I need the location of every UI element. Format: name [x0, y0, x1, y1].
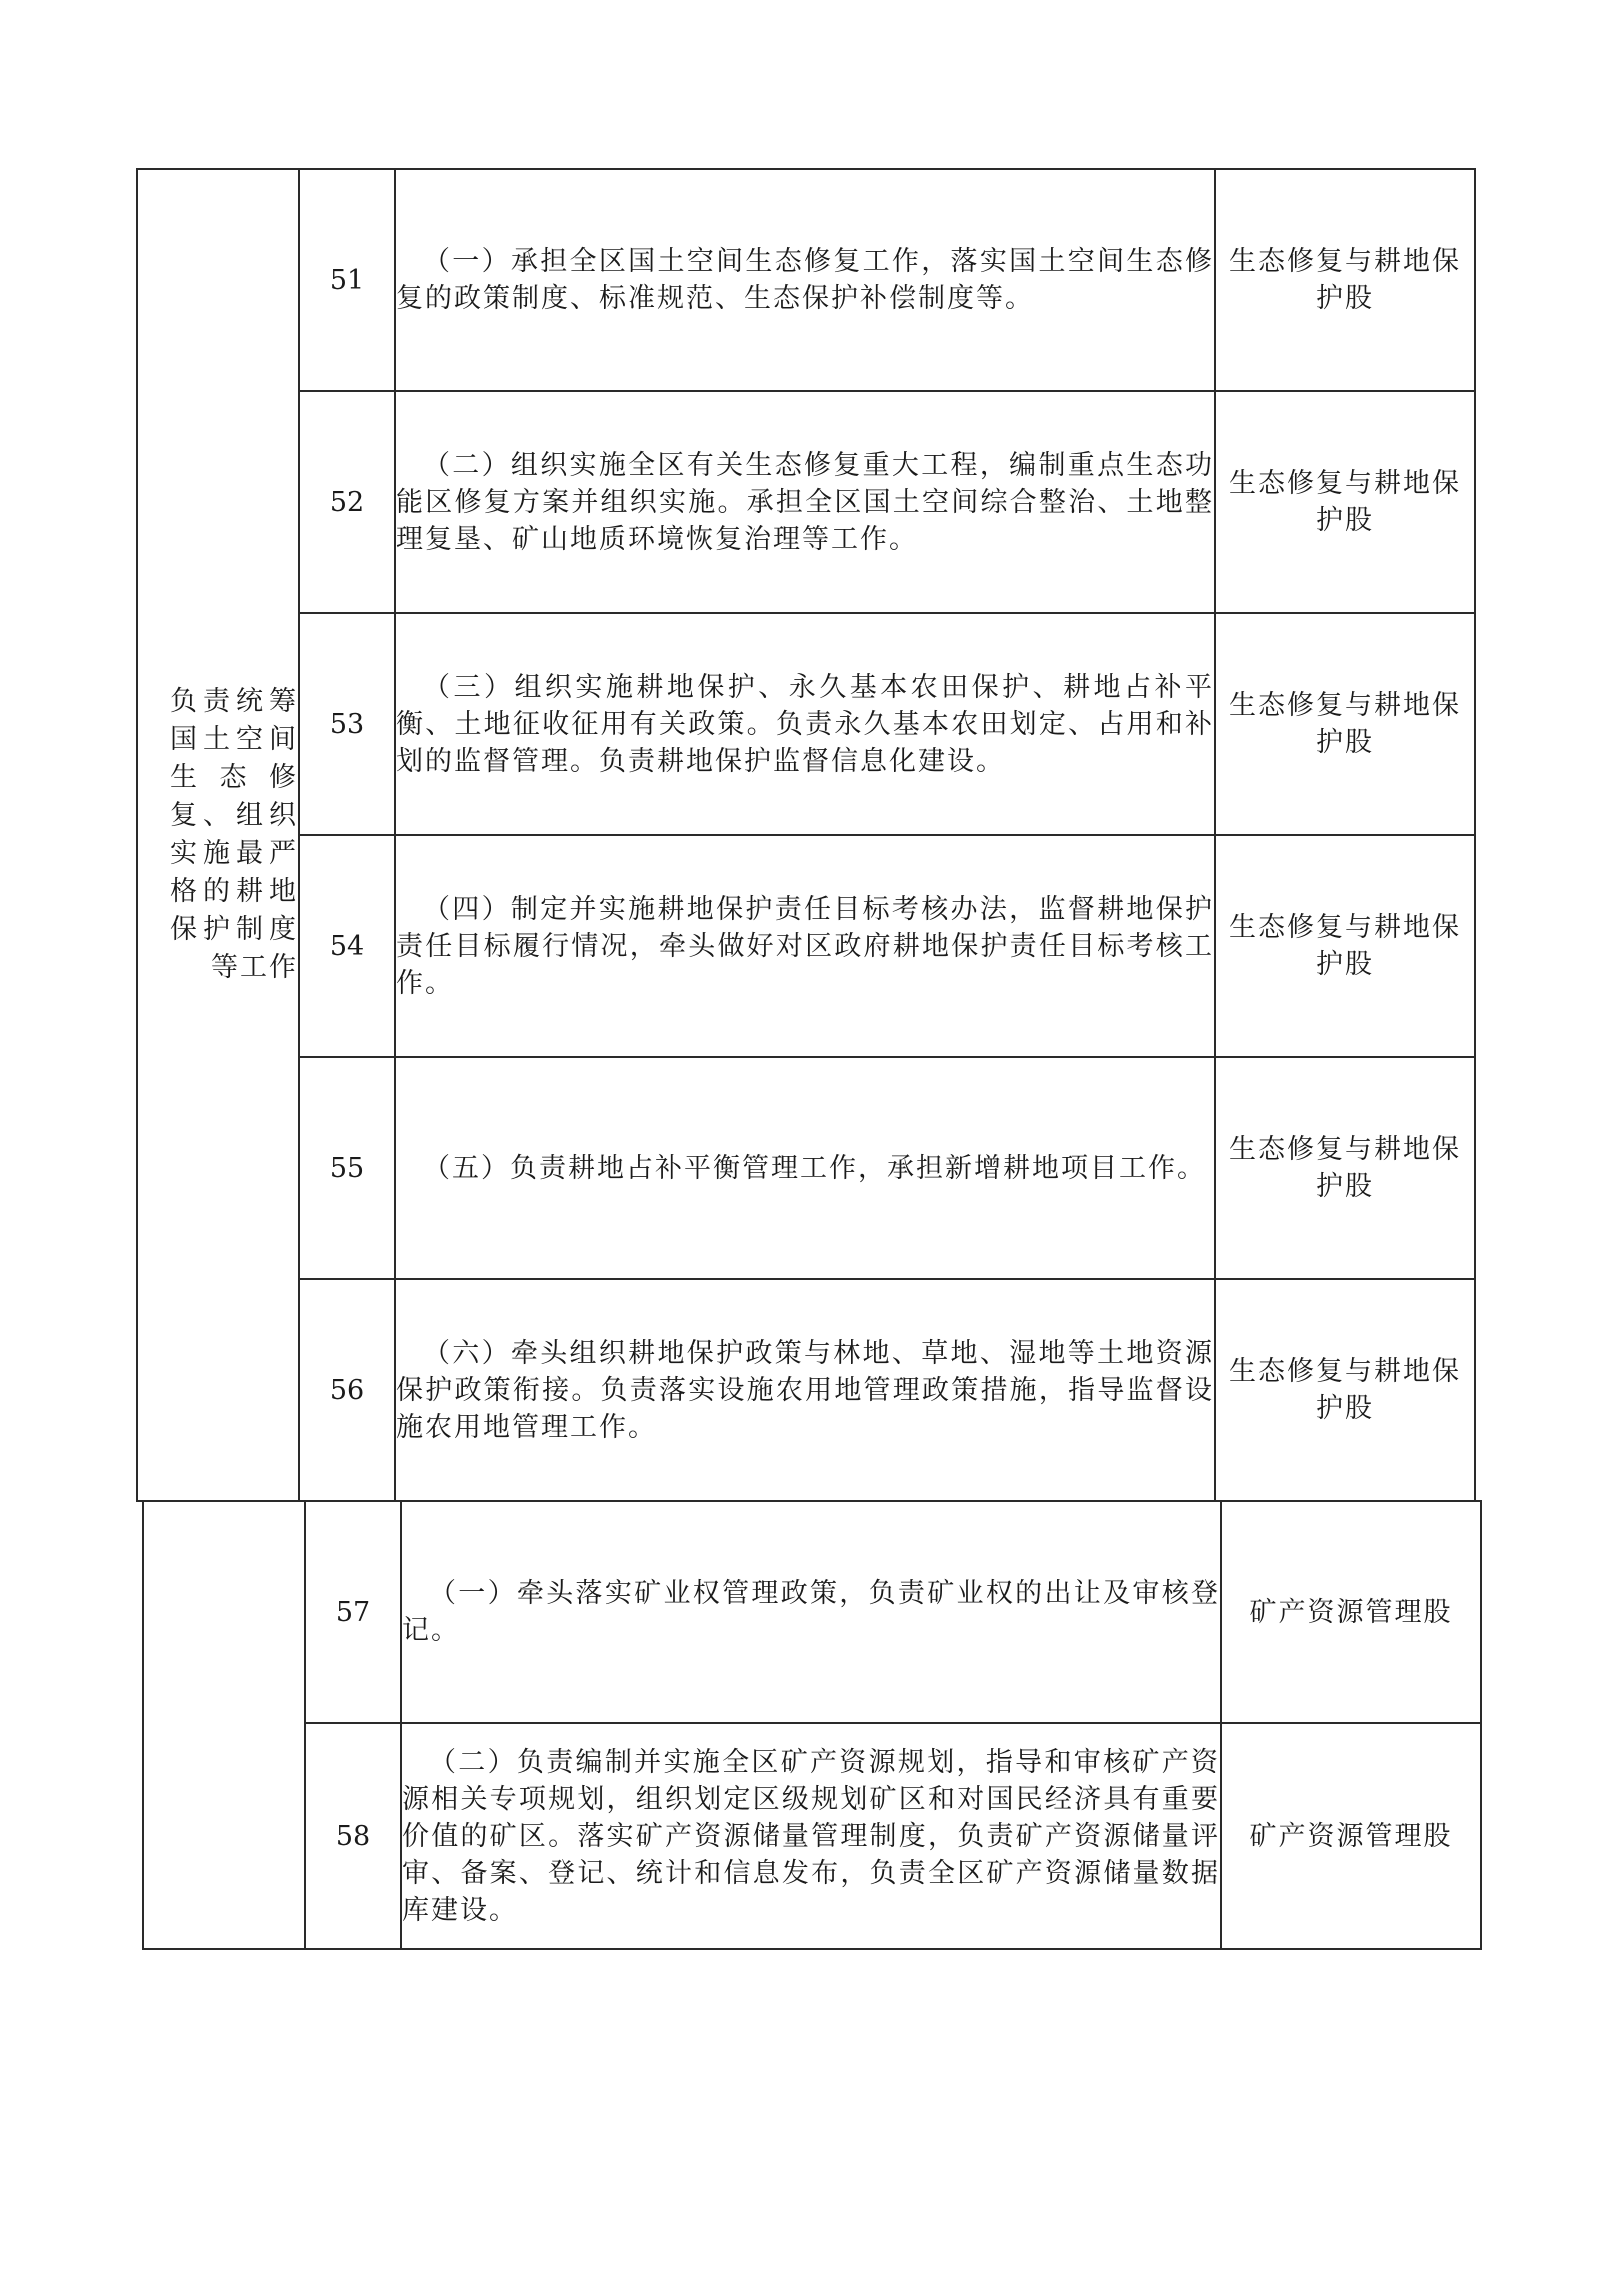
item-number: 54: [299, 835, 395, 1057]
table-row: [137, 613, 1475, 835]
item-number: 53: [299, 613, 395, 835]
item-number: 57: [305, 1501, 401, 1723]
duty-table-ecological-restoration: [136, 168, 1476, 1502]
table-row: [137, 1057, 1475, 1279]
table-row: [143, 1723, 1481, 1949]
item-description: [395, 1279, 1215, 1501]
item-number: 55: [299, 1057, 395, 1279]
item-number: 56: [299, 1279, 395, 1501]
item-description: [401, 1723, 1221, 1949]
table-row: [143, 1501, 1481, 1723]
table-row: [137, 1279, 1475, 1501]
item-description: [401, 1501, 1221, 1723]
responsible-department: 矿产资源管理股: [1221, 1501, 1481, 1723]
item-description: [395, 835, 1215, 1057]
description-text: （三）组织实施耕地保护、永久基本农田保护、耕地占补平衡、土地征收征用有关政策。负责永久基本农田划定、占用和补划的监督管理。负责耕地保护监督信息化建设。: [396, 671, 1214, 777]
table-row: [137, 169, 1475, 391]
description-text: （四）制定并实施耕地保护责任目标考核办法，监督耕地保护责任目标履行情况，牵头做好对区政府耕地保护责任目标考核工作。: [396, 893, 1214, 999]
description-text: （五）负责耕地占补平衡管理工作，承担新增耕地项目工作。: [423, 1152, 1206, 1184]
item-description: [395, 391, 1215, 613]
table-row: [137, 835, 1475, 1057]
description-text: （二）负责编制并实施全区矿产资源规划，指导和审核矿产资源相关专项规划，组织划定区级规划矿区和对国民经济具有重要价值的矿区。落实矿产资源储量管理制度，负责矿产资源储量评审、备案、登记、统计和信息发布，负责全区矿产资源储量数据库建设。: [402, 1746, 1220, 1926]
responsible-department: 生态修复与耕地保护股: [1215, 391, 1475, 613]
item-description: [395, 1057, 1215, 1279]
responsible-department: 生态修复与耕地保护股: [1215, 835, 1475, 1057]
item-number: 51: [299, 169, 395, 391]
description-text: （一）牵头落实矿业权管理政策，负责矿业权的出让及审核登记。: [402, 1578, 1220, 1646]
responsible-department: 生态修复与耕地保护股: [1215, 169, 1475, 391]
item-number: 58: [305, 1723, 401, 1949]
description-text: （六）牵头组织耕地保护政策与林地、草地、湿地等土地资源保护政策衔接。负责落实设施农用地管理政策措施，指导监督设施农用地管理工作。: [396, 1337, 1214, 1443]
responsible-department: 生态修复与耕地保护股: [1215, 613, 1475, 835]
item-description: [395, 169, 1215, 391]
category-cell: [137, 169, 299, 1501]
item-number: 52: [299, 391, 395, 613]
description-text: （二）组织实施全区有关生态修复重大工程，编制重点生态功能区修复方案并组织实施。承担全区国土空间综合整治、土地整理复垦、矿山地质环境恢复治理等工作。: [396, 449, 1214, 555]
item-description: [395, 613, 1215, 835]
category-cell: [143, 1501, 305, 1949]
description-text: （一）承担全区国土空间生态修复工作，落实国土空间生态修复的政策制度、标准规范、生态保护补偿制度等。: [396, 246, 1214, 314]
table-row: [137, 391, 1475, 613]
responsible-department: 矿产资源管理股: [1221, 1723, 1481, 1949]
category-text: 负责统筹国土空间生态修复、组织实施最严格的耕地保护制度等工作: [170, 686, 298, 983]
duty-table-mineral-resources: [142, 1500, 1482, 1950]
responsible-department: 生态修复与耕地保护股: [1215, 1057, 1475, 1279]
responsible-department: 生态修复与耕地保护股: [1215, 1279, 1475, 1501]
